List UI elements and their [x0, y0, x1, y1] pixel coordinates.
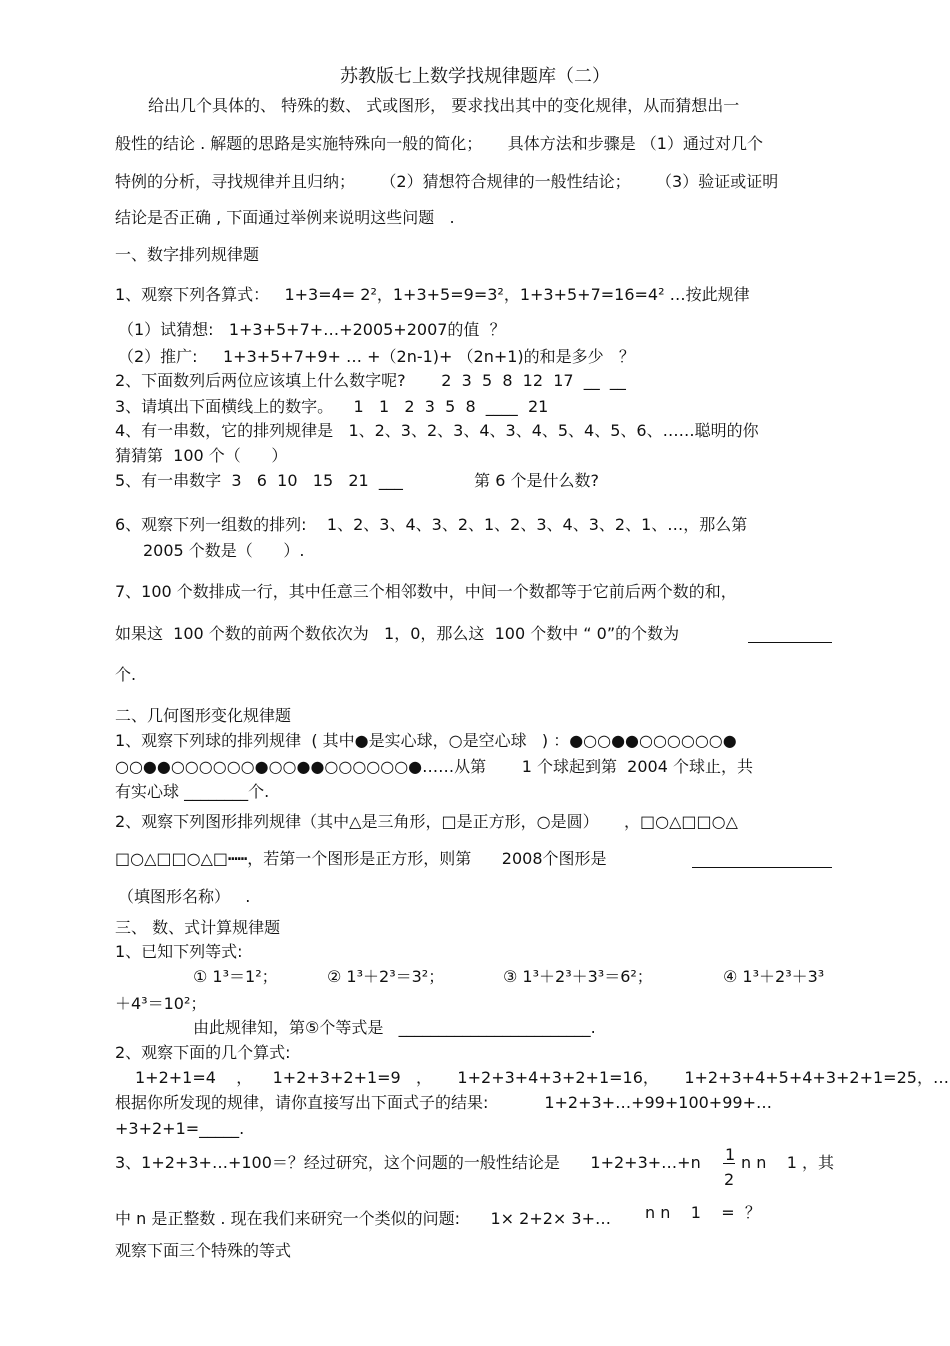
- s1-q4b: 猜猜第 100 个（ ）: [115, 446, 288, 465]
- s1-q4a: 4、有一串数，它的排列规律是 1、2、3、2、3、4、3、4、5、4、5、6、……聪明的你: [115, 421, 759, 440]
- s2-q2c: （填图形名称） .: [118, 887, 251, 906]
- s3-q3b-right: n n 1 = ？: [645, 1203, 761, 1222]
- s3-q1-eq4: ④ 1³＋2³＋3³: [723, 967, 825, 986]
- s1-q2: 2、下面数列后两位应该填上什么数字呢? 2 3 5 8 12 17 __ __: [115, 371, 626, 390]
- section3-heading: 三、 数、式计算规律题: [115, 918, 281, 937]
- section1-heading: 一、数字排列规律题: [115, 245, 260, 264]
- fraction-denominator: 2: [724, 1170, 735, 1189]
- s3-q1-ask: 由此规律知，第⑤个等式是 ________________________.: [193, 1018, 596, 1037]
- s3-q2-eqs: 1+2+1=4 ， 1+2+3+2+1=9 ， 1+2+3+4+3+2+1=16， 1+2+3+4+5+4+3+2+1=25，…: [135, 1068, 949, 1087]
- page-title: 苏教版七上数学找规律题库（二）: [340, 66, 610, 87]
- s3-q1-eq2: ② 1³＋2³＝3²；: [327, 967, 445, 986]
- s3-q1-eq3: ③ 1³＋2³＋3³＝6²；: [503, 967, 653, 986]
- s3-q1: 1、已知下列等式:: [115, 942, 243, 961]
- answer-blank: [692, 867, 832, 868]
- fraction-numerator: 1: [725, 1145, 736, 1164]
- intro-line-4: 结论是否正确 , 下面通过举例来说明这些问题 .: [115, 208, 455, 227]
- fraction-bar: [723, 1163, 735, 1164]
- intro-line-1: 给出几个具体的、 特殊的数、 式或图形， 要求找出其中的变化规律，从而猜想出一: [148, 96, 740, 115]
- s3-q3a: 3、1+2+3+…+100＝？经过研究，这个问题的一般性结论是 1+2+3+…+n: [115, 1153, 701, 1172]
- s1-q1: 1、观察下列各算式： 1+3=4= 2²，1+3+5=9=3²，1+3+5+7=16=4² …按此规律: [115, 285, 750, 304]
- s3-q3a-right: n n 1 ，其: [741, 1153, 834, 1172]
- s2-q1a: 1、观察下列球的排列规律 ( 其中●是实心球，○是空心球 ) ：●○○●●○○○○○○●: [115, 731, 737, 750]
- intro-line-2: 般性的结论 . 解题的思路是实施特殊向一般的简化； 具体方法和步骤是 （1）通过对几个: [115, 134, 763, 153]
- s3-q3b: 中 n 是正整数 . 现在我们来研究一个类似的问题: 1× 2+2× 3+…: [115, 1209, 611, 1228]
- s3-q1-eq1: ① 1³＝1²；: [193, 967, 278, 986]
- s1-q6b: 2005 个数是（ ）.: [143, 541, 305, 560]
- s1-q7b: 如果这 100 个数的前两个数依次为 1，0，那么这 100 个数中 “ 0”的个数为: [115, 624, 680, 643]
- s1-q7c: 个.: [115, 665, 137, 684]
- s2-q1b: ○○●●○○○○○○●○○●●○○○○○○●……从第 1 个球起到第 2004 个球止，共: [115, 757, 753, 776]
- s2-q2a: 2、观察下列图形排列规律（其中△是三角形，□是正方形，○是圆） ，□○△□□○△: [115, 812, 738, 831]
- s3-q2-ask2: +3+2+1=_____.: [115, 1119, 245, 1138]
- s1-q6a: 6、观察下列一组数的排列: 1、2、3、4、3、2、1、2、3、4、3、2、1、…，那么第: [115, 515, 748, 534]
- section2-heading: 二、几何图形变化规律题: [115, 706, 292, 725]
- s1-q1b: （2）推广: 1+3+5+7+9+ … +（2n-1)+ （2n+1)的和是多少 ？: [118, 347, 635, 366]
- s3-q2: 2、观察下面的几个算式:: [115, 1043, 291, 1062]
- s2-q2b: □○△□□○△□┅┅，若第一个图形是正方形，则第 2008个图形是: [115, 849, 607, 868]
- s1-q5: 5、有一串数字 3 6 10 15 21 ___ 第 6 个是什么数?: [115, 471, 599, 490]
- s1-q1a: （1）试猜想: 1+3+5+7+…+2005+2007的值 ？: [118, 320, 506, 339]
- s2-q1c: 有实心球 ________个.: [115, 782, 270, 801]
- s3-q3c: 观察下面三个特殊的等式: [115, 1241, 292, 1260]
- s3-q1-eq4b: ＋4³＝10²；: [115, 994, 207, 1013]
- s1-q3: 3、请填出下面横线上的数字。 1 1 2 3 5 8 ____ 21: [115, 397, 549, 416]
- intro-line-3: 特例的分析，寻找规律并且归纳； （2）猜想符合规律的一般性结论； （3）验证或证明: [115, 172, 779, 191]
- s3-q2-ask: 根据你所发现的规律，请你直接写出下面式子的结果: 1+2+3+…+99+100+99+…: [115, 1093, 772, 1112]
- answer-blank: [748, 642, 832, 643]
- s1-q7a: 7、100 个数排成一行，其中任意三个相邻数中，中间一个数都等于它前后两个数的和，: [115, 582, 737, 601]
